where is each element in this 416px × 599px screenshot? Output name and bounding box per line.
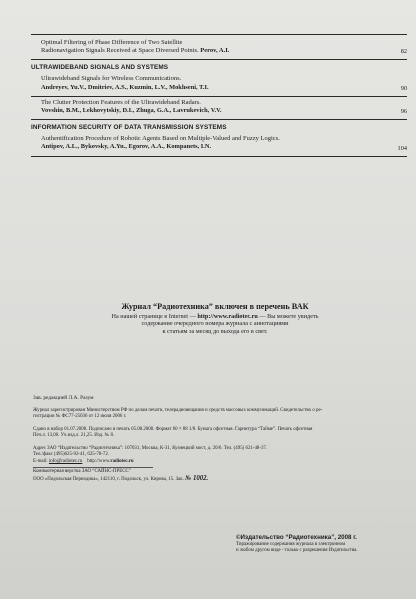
toc-entry-title-continued: Radionavigation Signals Received at Space Diversed Points. Perov, A.I. bbox=[41, 47, 230, 55]
imprint-block bbox=[33, 395, 383, 483]
toc-entry bbox=[31, 97, 407, 118]
editor-line: Зав. редакцией Л.А. Разум bbox=[33, 395, 94, 401]
toc-entry-page: 90 bbox=[400, 84, 407, 92]
toc-entry bbox=[31, 73, 407, 94]
toc-entry bbox=[31, 133, 407, 154]
section-title: ULTRAWIDEBAND SIGNALS AND SYSTEMS bbox=[31, 64, 169, 72]
toc-section-infosec bbox=[31, 124, 407, 156]
imprint-divider bbox=[33, 467, 153, 468]
toc-entry-title: Authentification Procedure of Robotic Agents Based on Multiple-Valued and Fuzzy Logics. bbox=[41, 135, 280, 143]
publisher-address: Адрес ЗАО “Издательство “Радиотехника”: 107031, Москва, К-31, Кузнецкий мост, д. 20/6. Тел. (495) 621-48-37. bbox=[33, 445, 268, 451]
copyright-block bbox=[236, 534, 406, 554]
email-link: info@radiotec.ru bbox=[48, 458, 83, 464]
toc-entry-title: Ultrawideband Signals for Wireless Communications. bbox=[41, 75, 182, 83]
section-divider bbox=[31, 59, 407, 60]
printer-line: ООО «Подольская Периодика», 142110, г. Подольск, ул. Кирова, 15. Зак. № 1002. bbox=[33, 474, 209, 482]
registration-line: Журнал зарегистрирован Министерством РФ по делам печати, телерадиовещания и средств массовых коммуникаций. Свидетельство о ре- bbox=[33, 407, 323, 413]
section-divider bbox=[31, 119, 407, 120]
toc-entry-title: The Clutter Protection Features of the Ultrawideband Radars. bbox=[41, 98, 201, 106]
section-divider bbox=[31, 156, 407, 157]
phone-fax: Тел./факс (495)625-92-41, 625-78-72. bbox=[33, 452, 109, 457]
order-number: № 1002. bbox=[185, 474, 209, 482]
notice-line-2: содержание очередного номера журнала с аннотациями bbox=[141, 320, 289, 328]
contact-line: E-mail: info@radiotec.ru http://www.radiotec.ru bbox=[33, 458, 134, 464]
print-details-2: Печ.л. 13,00. Уч.изд.л. 21,25. Изд. № 8. bbox=[33, 433, 115, 438]
toc-entry-page: 104 bbox=[397, 144, 407, 152]
toc-section-uwb bbox=[31, 64, 407, 120]
toc-entry-author: Perov, A.I. bbox=[200, 47, 230, 55]
top-divider bbox=[31, 34, 407, 35]
print-details: Сдано в набор 01.07.2008. Подписано в печать 05.08.2008. Формат 60 × 88 1/8. Бумага офсетная. Гарнитура “Тайме”. Печать офсетная bbox=[33, 426, 313, 432]
notice-line-3: к статьям за месяц до выхода его в свет. bbox=[162, 327, 268, 335]
copyright-line-1: Тиражирование содержания журнала в электронном bbox=[236, 542, 346, 547]
copyright-line-2: и любом другом виде - только с разрешения Издательства. bbox=[236, 548, 358, 553]
toc-entry-authors: Antipov, A.L., Bykovsky, A.Yu., Egorov, A.A., Kompanets, I.N. bbox=[41, 143, 212, 151]
toc-entry-authors: Vovshin, B.M., Lekhovytskiy, D.I., Zhuga, G.A., Lavrukevich, V.V. bbox=[41, 107, 222, 115]
toc-entry bbox=[31, 37, 407, 58]
web-link: radiotec.ru bbox=[110, 458, 134, 464]
registration-line-2: гистрации № ФС77-25036 от 12 июля 2006 г. bbox=[33, 414, 127, 419]
table-of-contents bbox=[31, 34, 407, 157]
toc-entry-authors: Andreyev, Yu.V., Dmitriev, A.S., Kuzmin, L.V., Mokhseni, T.I. bbox=[41, 83, 209, 91]
vak-notice bbox=[80, 302, 350, 335]
website-link: http://www.radiotec.ru bbox=[197, 313, 258, 320]
copyright-title: ©Издательство “Радиотехника”, 2008 г. bbox=[236, 534, 357, 541]
toc-entry-title: Optimal Filtering of Phase Difference of Two Satellite bbox=[41, 39, 183, 46]
toc-entry-page: 96 bbox=[400, 108, 407, 116]
notice-line-1: На нашей странице в Internet — http://www.radiotec.ru — Вы можете увидеть bbox=[111, 313, 319, 320]
section-title: INFORMATION SECURITY OF DATA TRANSMISSION SYSTEMS bbox=[31, 124, 227, 132]
notice-title: Журнал “Радиотехника” включен в перечень ВАК bbox=[121, 302, 309, 311]
layout-credit: Компьютерная верстка ЗАО “САЙНС-ПРЕСС” bbox=[33, 469, 131, 474]
toc-entry-page: 82 bbox=[400, 48, 407, 56]
